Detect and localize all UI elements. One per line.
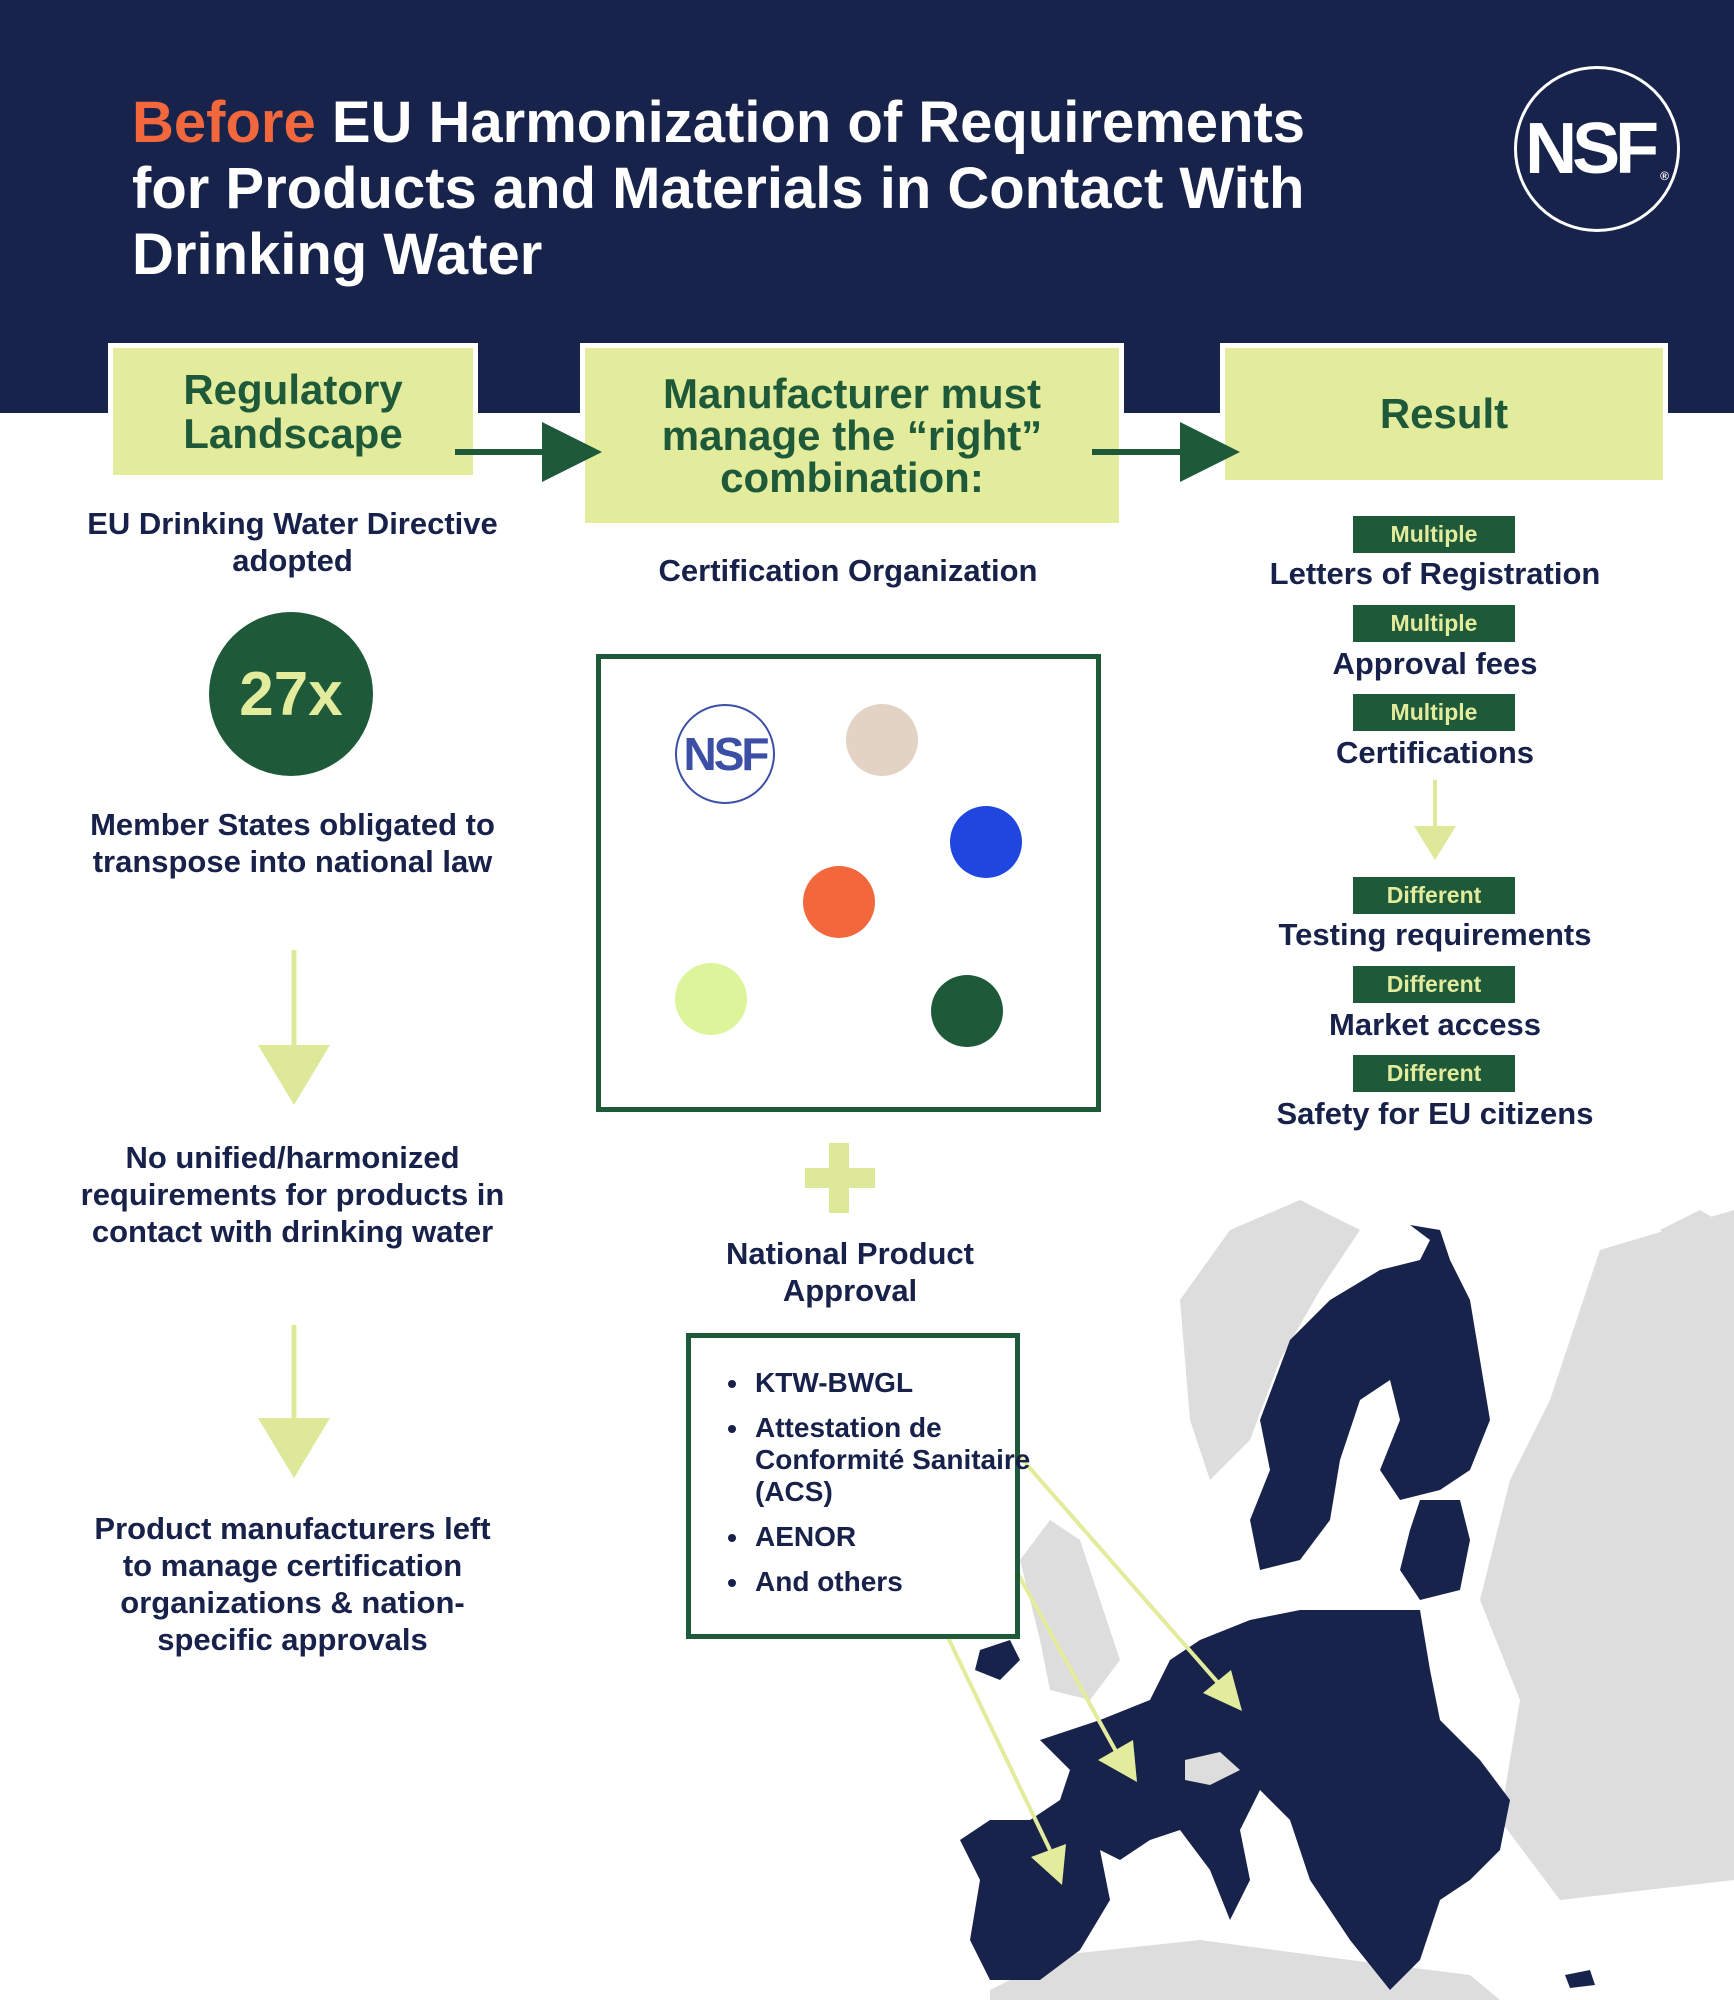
approval-item: KTW-BWGL (735, 1367, 1035, 1399)
directive-adopted-text: EU Drinking Water Directive adopted (87, 506, 498, 578)
result-label: Market access (1329, 1007, 1541, 1042)
map-uk-grey (1020, 1520, 1120, 1700)
result-label: Letters of Registration (1269, 556, 1601, 591)
map-baltics (1400, 1500, 1470, 1600)
member-states-count-badge (209, 612, 373, 776)
title-accent: Before (132, 90, 316, 155)
result-heading-text: Result (1379, 390, 1509, 437)
approval-item: AENOR (735, 1521, 1035, 1553)
result-label: Safety for EU citizens (1276, 1096, 1594, 1131)
no-unified-requirements-text: No unified/harmonized requirements for products in contact with drinking water (80, 1140, 505, 1249)
result-tag: Multiple (1353, 605, 1515, 642)
result-label: Approval fees (1332, 646, 1538, 681)
result-tag: Different (1353, 877, 1515, 914)
cert-org-dot-blue (950, 806, 1022, 878)
map-ireland (975, 1640, 1020, 1680)
result-label: Testing requirements (1278, 917, 1592, 952)
header-arrow-1-head (542, 422, 602, 482)
cert-org-dot-light-green (675, 963, 747, 1035)
map-cyprus (1565, 1970, 1595, 1988)
national-product-approval-label: National Product Approval (725, 1236, 974, 1308)
approval-item: Attestation de Conformité Sanitaire (ACS) (735, 1412, 1035, 1508)
cert-org-dot-beige (846, 704, 918, 776)
cert-org-dot-dark-green (931, 975, 1003, 1047)
certification-organization-label: Certification Organization (658, 553, 1038, 588)
member-states-text: Member States obligated to transpose into national law (90, 807, 495, 879)
manufacturer-heading-text: Manufacturer must manage the “right” combination: (661, 369, 1043, 501)
result-arrow (1414, 780, 1456, 860)
national-approvals-list (735, 1367, 1035, 1611)
map-mainland-eu (960, 1610, 1510, 1990)
title-rest: EU Harmonization of Requirements for Products and Materials in Contact With Drinking Water (132, 90, 1306, 287)
header-arrow-2-head (1180, 422, 1240, 482)
result-tag: Multiple (1353, 516, 1515, 553)
nsf-cert-logo (675, 704, 775, 804)
col1-arrow-1-head (258, 1045, 330, 1105)
logo-registered-mark: ® (1660, 169, 1669, 183)
regulatory-heading-text: Regulatory Landscape (183, 365, 403, 457)
cert-org-dot-orange (803, 866, 875, 938)
result-tag: Multiple (1353, 694, 1515, 731)
logo-text: NSF (1525, 109, 1655, 189)
col1-arrow-2-head (258, 1418, 330, 1478)
header-arrows (455, 422, 1240, 482)
result-label: Certifications (1335, 735, 1535, 770)
plus-icon (805, 1168, 875, 1188)
manufacturers-left-text: Product manufacturers left to manage certification organizations & nation-specific approvals (94, 1511, 491, 1657)
result-arrow-head (1414, 826, 1456, 860)
result-tag: Different (1353, 966, 1515, 1003)
result-tag: Different (1353, 1055, 1515, 1092)
approval-item: And others (735, 1566, 1035, 1598)
nsf-cert-logo-text: NSF (683, 728, 767, 780)
map-russia-landmass (1480, 1210, 1734, 1900)
badge-value: 27x (239, 659, 343, 729)
